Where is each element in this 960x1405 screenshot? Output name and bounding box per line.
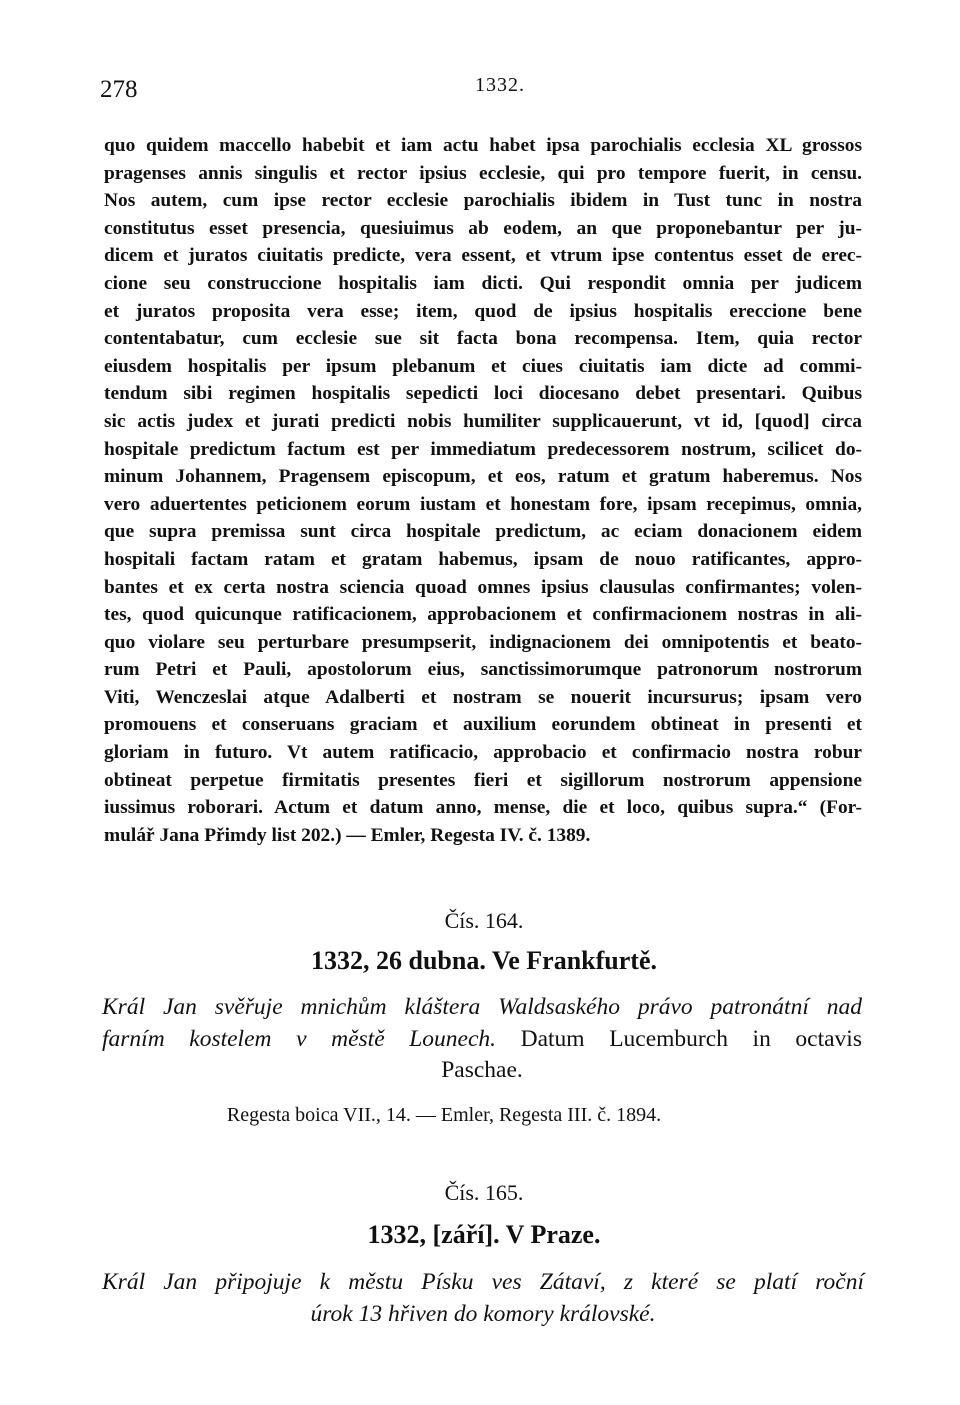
text-line: promouens et conseruans graciam et auxilium eorundem obtineat in presenti et	[104, 714, 862, 736]
text-line: hospitali factam ratam et gratam habemus, ipsam de nouo ratificantes, appro-	[104, 548, 862, 570]
text-line: vero aduertentes peticionem eorum iustam et honestam fore, ipsam recepimus, omnia,	[104, 493, 862, 515]
summary-italic-text: Král Jan svěřuje mnichům kláštera Waldsaského právo patronátní nad	[102, 994, 862, 1020]
text-line: iussimus roborari. Actum et datum anno, mense, die et loco, quibus supra.“ (For-	[104, 797, 862, 819]
summary-line	[102, 1024, 862, 1056]
text-line: et juratos proposita vera esse; item, quod de ipsius hospitalis ereccione bene	[104, 300, 862, 322]
document-heading-164: 1332, 26 dubna. Ve Frankfurtě.	[311, 946, 657, 975]
document-body-text	[104, 132, 862, 849]
text-line: obtineat perpetue firmitatis presentes fieri et sigillorum nostrorum appensione	[104, 769, 862, 791]
text-line: rum Petri et Pauli, apostolorum eius, sanctissimorumque patronorum nostrorum	[104, 659, 862, 681]
summary-line: Král Jan připojuje k městu Písku ves Zátaví, z které se platí roční	[102, 1269, 864, 1295]
text-line: quo quidem maccello habebit et iam actu habet ipsa parochialis ecclesia XL grossos	[104, 135, 862, 156]
text-line: tendum sibi regimen hospitalis sepedicti loci diocesano debet presentari. Quibus	[104, 383, 862, 405]
text-line: Nos autem, cum ipse rector ecclesie parochialis ibidem in Tust tunc in nostra	[104, 190, 862, 212]
summary-italic-text: farním kostelem v městě Lounech.	[102, 1025, 497, 1052]
text-line: mulář Jana Přimdy list 202.) — Emler, Regesta IV. č. 1389.	[104, 824, 591, 846]
text-line: hospitale predictum factum est per immediatum predecessorem nostrum, scilicet do-	[104, 438, 862, 460]
text-line: Viti, Wenczeslai atque Adalberti et nostram se nouerit incursurus; ipsam vero	[104, 686, 862, 708]
text-line: bantes et ex certa nostra sciencia quoad omnes ipsius clausulas confirmantes; volen-	[104, 576, 862, 598]
summary-dating-text: Datum Lucemburch in octavis	[496, 1025, 862, 1052]
text-line: sic actis judex et jurati predicti nobis humiliter supplicauerunt, vt id, [quod] circa	[104, 410, 862, 432]
text-line: dicem et juratos ciuitatis predicte, vera essent, et vtrum ipse contentus esset de erec-	[104, 245, 862, 267]
text-line: tes, quod quicunque ratificacionem, approbacionem et confirmacionem nostras in ali-	[104, 604, 862, 626]
document-summary-165	[102, 1266, 864, 1330]
document-sources-164: Regesta boica VII., 14. — Emler, Regesta III. č. 1894.	[226, 1104, 662, 1126]
running-head: 1332.	[475, 74, 525, 96]
text-line: pragenses annis singulis et rector ipsius ecclesie, qui pro tempore fuerit, in censu.	[104, 162, 862, 184]
text-line: quo violare seu perturbare presumpserit, indignacionem dei omnipotentis et beato-	[104, 631, 862, 653]
document-heading-165: 1332, [září]. V Praze.	[367, 1220, 601, 1249]
summary-line: Paschae.	[441, 1057, 523, 1083]
text-line: constitutus esset presencia, quesiuimus ab eodem, an que proponebantur per ju-	[104, 217, 862, 239]
text-line: cione seu construccione hospitalis iam dicti. Qui respondit omnia per judicem	[104, 272, 862, 294]
summary-line	[102, 992, 862, 1024]
text-line: minum Johannem, Pragensem episcopum, et eos, ratum et gratum haberemus. Nos	[104, 466, 862, 488]
document-number-164: Čís. 164.	[444, 908, 524, 933]
summary-line: úrok 13 hřiven do komory královské.	[310, 1301, 656, 1327]
text-line: que supra premissa sunt circa hospitale predictum, ac eciam donacionem eidem	[104, 521, 862, 543]
page-number: 278	[100, 76, 138, 103]
text-line: contentabatur, cum ecclesie sue sit facta bona recompensa. Item, quia rector	[104, 328, 862, 350]
text-line: gloriam in futuro. Vt autem ratificacio, approbacio et confirmacio nostra robur	[104, 742, 862, 764]
document-summary-164	[102, 992, 862, 1087]
document-number-165: Čís. 165.	[444, 1180, 524, 1205]
text-line: eiusdem hospitalis per ipsum plebanum et ciues ciuitatis iam dicte ad commi-	[104, 355, 862, 377]
